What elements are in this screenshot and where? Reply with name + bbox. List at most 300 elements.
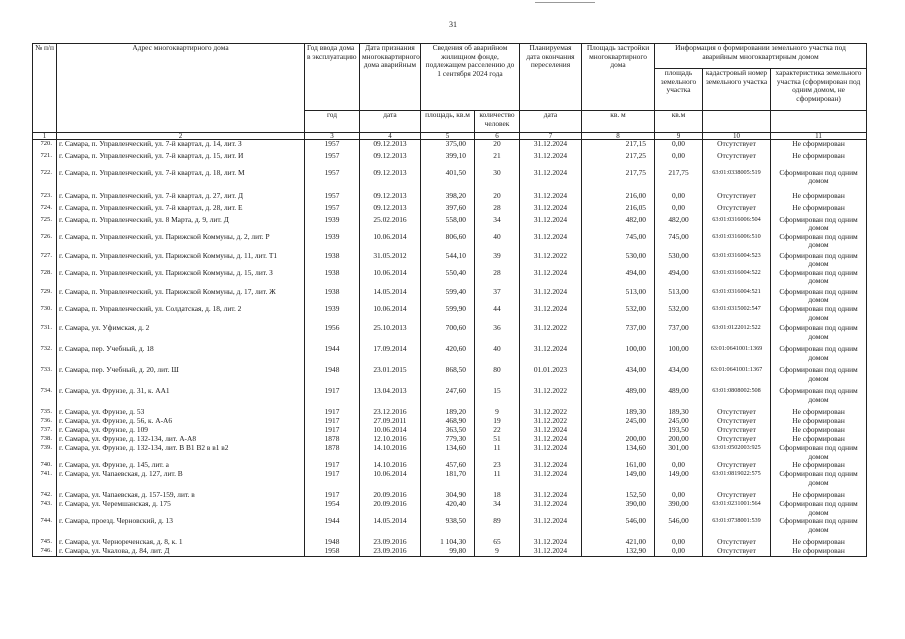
- row-land-area: 245,00: [655, 417, 703, 426]
- row-land-status: Сформирован под одним домом: [771, 269, 867, 288]
- row-number: 740.: [33, 461, 57, 470]
- row-cadastral: 63:01:0502003:925: [703, 444, 771, 461]
- row-people: 36: [475, 324, 520, 345]
- row-year: 1917: [305, 417, 360, 426]
- row-planned-date: 31.12.2024: [520, 204, 582, 216]
- row-area: 247,60: [421, 387, 475, 408]
- row-number: 742.: [33, 491, 57, 500]
- row-number: 723.: [33, 192, 57, 204]
- row-address: г. Самара, ул. Чернореченская, д. 8, к. 1: [57, 538, 305, 547]
- row-cadastral: Отсутствует: [703, 140, 771, 152]
- row-planned-date: 31.12.2024: [520, 269, 582, 288]
- table-row: [33, 140, 867, 152]
- row-year: 1944: [305, 345, 360, 366]
- table-row: [33, 500, 867, 517]
- row-year: 1944: [305, 517, 360, 538]
- table-row: [33, 169, 867, 192]
- row-land-status: Не сформирован: [771, 204, 867, 216]
- header-unit-sqm2: кв.м: [655, 111, 703, 133]
- row-land-area: 0,00: [655, 192, 703, 204]
- row-people: 28: [475, 204, 520, 216]
- row-building-area: 217,75: [582, 169, 655, 192]
- row-year: 1938: [305, 288, 360, 305]
- row-building-area: 513,00: [582, 288, 655, 305]
- row-date: 12.10.2016: [360, 435, 421, 444]
- row-land-area: 0,00: [655, 538, 703, 547]
- table-row: [33, 470, 867, 491]
- row-number: 739.: [33, 444, 57, 461]
- row-planned-date: 31.12.2024: [520, 192, 582, 204]
- row-address: г. Самара, п. Управленческий, ул. 7-й квартал, д. 28, лит. Е: [57, 204, 305, 216]
- row-date: 25.02.2016: [360, 216, 421, 233]
- table-row: [33, 216, 867, 233]
- row-number: 725.: [33, 216, 57, 233]
- header-unit-sqm: кв. м: [582, 111, 655, 133]
- row-land-status: Сформирован под одним домом: [771, 470, 867, 491]
- row-year: 1878: [305, 435, 360, 444]
- row-number: 727.: [33, 252, 57, 269]
- row-address: г. Самара, ул. Фрунзе, д. 53: [57, 408, 305, 417]
- row-planned-date: 31.12.2024: [520, 435, 582, 444]
- row-address: г. Самара, п. Управленческий, ул. Парижской Коммуны, д. 15, лит. З: [57, 269, 305, 288]
- col-num: 9: [655, 133, 703, 140]
- row-planned-date: 31.12.2024: [520, 305, 582, 324]
- row-cadastral: 63:01:0819022:575: [703, 470, 771, 491]
- row-address: г. Самара, ул. Черемшанская, д. 175: [57, 500, 305, 517]
- row-land-area: 301,00: [655, 444, 703, 461]
- table-row: [33, 417, 867, 426]
- row-planned-date: 31.12.2024: [520, 288, 582, 305]
- row-year: 1938: [305, 269, 360, 288]
- row-year: 1917: [305, 426, 360, 435]
- row-planned-date: 31.12.2024: [520, 491, 582, 500]
- row-area: 544,10: [421, 252, 475, 269]
- row-year: 1939: [305, 216, 360, 233]
- row-number: 720.: [33, 140, 57, 152]
- row-people: 44: [475, 305, 520, 324]
- table-body: [33, 140, 867, 557]
- row-cadastral: 63:01:0641001:1369: [703, 345, 771, 366]
- row-building-area: 546,00: [582, 517, 655, 538]
- row-land-area: 0,00: [655, 547, 703, 556]
- row-people: 51: [475, 435, 520, 444]
- table-row: [33, 517, 867, 538]
- row-year: 1954: [305, 500, 360, 517]
- header-unit-people: количество человек: [475, 111, 520, 133]
- row-date: 25.10.2013: [360, 324, 421, 345]
- row-cadastral: 63:01:0231001:564: [703, 500, 771, 517]
- row-year: 1956: [305, 324, 360, 345]
- row-area: 420,60: [421, 345, 475, 366]
- row-people: 11: [475, 470, 520, 491]
- row-address: г. Самара, п. Управленческий, ул. 7-й квартал, д. 27, лит. Д: [57, 192, 305, 204]
- header-date-emergency: Дата признания многоквартирного дома аварийным: [360, 44, 421, 111]
- row-date: 27.09.2011: [360, 417, 421, 426]
- row-number: 738.: [33, 435, 57, 444]
- row-year: 1957: [305, 169, 360, 192]
- header-cadastral: кадастровый номер земельного участка: [703, 69, 771, 111]
- row-planned-date: 31.12.2024: [520, 345, 582, 366]
- row-land-area: 489,00: [655, 387, 703, 408]
- row-people: 34: [475, 216, 520, 233]
- row-year: 1948: [305, 538, 360, 547]
- row-area: 181,70: [421, 470, 475, 491]
- row-cadastral: Отсутствует: [703, 192, 771, 204]
- row-people: 21: [475, 152, 520, 169]
- header-no: № п/п: [33, 44, 57, 133]
- table-row: [33, 547, 867, 556]
- row-number: 743.: [33, 500, 57, 517]
- row-land-status: Сформирован под одним домом: [771, 305, 867, 324]
- row-people: 11: [475, 444, 520, 461]
- row-date: 23.09.2016: [360, 538, 421, 547]
- row-building-area: 489,00: [582, 387, 655, 408]
- row-cadastral: Отсутствует: [703, 408, 771, 417]
- row-land-area: 513,00: [655, 288, 703, 305]
- row-date: 13.04.2013: [360, 387, 421, 408]
- row-cadastral: 63:01:0316006:504: [703, 216, 771, 233]
- row-year: 1939: [305, 233, 360, 252]
- row-address: г. Самара, ул. Чкалова, д. 84, лит. Д: [57, 547, 305, 556]
- row-land-status: Не сформирован: [771, 152, 867, 169]
- row-number: 745.: [33, 538, 57, 547]
- row-land-status: Сформирован под одним домом: [771, 517, 867, 538]
- row-people: 40: [475, 345, 520, 366]
- row-cadastral: 63:01:0738001:539: [703, 517, 771, 538]
- row-land-status: Сформирован под одним домом: [771, 169, 867, 192]
- table-row: [33, 324, 867, 345]
- row-land-status: Не сформирован: [771, 538, 867, 547]
- header-unit-date2: дата: [520, 111, 582, 133]
- row-building-area: 134,60: [582, 444, 655, 461]
- row-date: 09.12.2013: [360, 152, 421, 169]
- row-date: 14.05.2014: [360, 517, 421, 538]
- row-number: 735.: [33, 408, 57, 417]
- row-building-area: 434,00: [582, 366, 655, 387]
- col-num: 8: [582, 133, 655, 140]
- row-address: г. Самара, ул. Фрунзе, д. 132-134, лит. А-А8: [57, 435, 305, 444]
- row-area: 550,40: [421, 269, 475, 288]
- row-address: г. Самара, ул. Чапаевская, д. 157-159, лит. в: [57, 491, 305, 500]
- row-planned-date: 01.01.2023: [520, 366, 582, 387]
- col-num: 7: [520, 133, 582, 140]
- row-cadastral: 63:01:0641001:1367: [703, 366, 771, 387]
- row-building-area: 245,00: [582, 417, 655, 426]
- row-year: 1948: [305, 366, 360, 387]
- row-land-status: Сформирован под одним домом: [771, 233, 867, 252]
- row-date: 10.06.2014: [360, 233, 421, 252]
- row-number: 736.: [33, 417, 57, 426]
- row-cadastral: 63:01:0338005:519: [703, 169, 771, 192]
- row-number: 728.: [33, 269, 57, 288]
- row-land-area: 482,00: [655, 216, 703, 233]
- row-planned-date: 31.12.2024: [520, 538, 582, 547]
- row-address: г. Самара, ул. Фрунзе, д. 109: [57, 426, 305, 435]
- row-area: 599,90: [421, 305, 475, 324]
- header-land-area: площадь земельного участка: [655, 69, 703, 111]
- row-people: 80: [475, 366, 520, 387]
- table-row: [33, 444, 867, 461]
- row-land-status: Не сформирован: [771, 435, 867, 444]
- row-cadastral: Отсутствует: [703, 204, 771, 216]
- row-year: 1917: [305, 491, 360, 500]
- row-area: 375,00: [421, 140, 475, 152]
- row-land-area: 193,50: [655, 426, 703, 435]
- table-row: [33, 288, 867, 305]
- row-number: 731.: [33, 324, 57, 345]
- row-people: 18: [475, 491, 520, 500]
- row-address: г. Самара, пер. Учебный, д. 20, лит. Ш: [57, 366, 305, 387]
- row-planned-date: 31.12.2024: [520, 426, 582, 435]
- table-row: [33, 233, 867, 252]
- row-planned-date: 31.12.2024: [520, 152, 582, 169]
- col-num: 5: [421, 133, 475, 140]
- table-row: [33, 366, 867, 387]
- row-date: 20.09.2016: [360, 491, 421, 500]
- row-building-area: 532,00: [582, 305, 655, 324]
- row-date: 10.06.2014: [360, 426, 421, 435]
- row-people: 40: [475, 233, 520, 252]
- row-land-area: 494,00: [655, 269, 703, 288]
- row-area: 420,40: [421, 500, 475, 517]
- row-date: 23.12.2016: [360, 408, 421, 417]
- row-cadastral: Отсутствует: [703, 538, 771, 547]
- top-rule: [535, 2, 595, 3]
- row-people: 15: [475, 387, 520, 408]
- row-land-area: 100,00: [655, 345, 703, 366]
- row-building-area: 737,00: [582, 324, 655, 345]
- row-people: 39: [475, 252, 520, 269]
- row-land-status: Сформирован под одним домом: [771, 216, 867, 233]
- table-row: [33, 426, 867, 435]
- row-cadastral: Отсутствует: [703, 435, 771, 444]
- header-land-info: Информация о формировании земельного участка под аварийным многоквартирным домом: [655, 44, 867, 69]
- row-number: 721.: [33, 152, 57, 169]
- row-cadastral: Отсутствует: [703, 491, 771, 500]
- row-address: г. Самара, ул. Фрунзе, д. 31, к. АА1: [57, 387, 305, 408]
- row-land-status: Не сформирован: [771, 547, 867, 556]
- row-land-area: 530,00: [655, 252, 703, 269]
- row-planned-date: 31.12.2022: [520, 324, 582, 345]
- row-planned-date: 31.12.2024: [520, 233, 582, 252]
- row-area: 397,60: [421, 204, 475, 216]
- row-area: 599,40: [421, 288, 475, 305]
- row-date: 14.05.2014: [360, 288, 421, 305]
- row-building-area: 482,00: [582, 216, 655, 233]
- row-number: 744.: [33, 517, 57, 538]
- row-cadastral: Отсутствует: [703, 461, 771, 470]
- row-address: г. Самара, п. Управленческий, ул. 8 Марта, д. 9, лит. Д: [57, 216, 305, 233]
- row-building-area: 100,00: [582, 345, 655, 366]
- row-land-status: Сформирован под одним домом: [771, 500, 867, 517]
- row-land-area: 390,00: [655, 500, 703, 517]
- row-land-status: Не сформирован: [771, 417, 867, 426]
- row-area: 779,30: [421, 435, 475, 444]
- row-building-area: 149,00: [582, 470, 655, 491]
- row-area: 398,20: [421, 192, 475, 204]
- row-number: 726.: [33, 233, 57, 252]
- row-year: 1957: [305, 140, 360, 152]
- header-planned-date: Планируемая дата окончания переселения: [520, 44, 582, 111]
- row-year: 1958: [305, 547, 360, 556]
- row-planned-date: 31.12.2024: [520, 169, 582, 192]
- table-row: [33, 269, 867, 288]
- row-number: 722.: [33, 169, 57, 192]
- col-num: 1: [33, 133, 57, 140]
- header-unit-date: дата: [360, 111, 421, 133]
- row-building-area: [582, 426, 655, 435]
- row-address: г. Самара, п. Управленческий, ул. Парижской Коммуны, д. 2, лит. Р: [57, 233, 305, 252]
- row-date: 20.09.2016: [360, 500, 421, 517]
- row-date: 10.06.2014: [360, 305, 421, 324]
- row-land-area: 217,75: [655, 169, 703, 192]
- row-area: 468,90: [421, 417, 475, 426]
- table-row: [33, 345, 867, 366]
- row-planned-date: 31.12.2022: [520, 417, 582, 426]
- row-cadastral: Отсутствует: [703, 426, 771, 435]
- row-area: 363,50: [421, 426, 475, 435]
- col-num: 6: [475, 133, 520, 140]
- row-land-area: 0,00: [655, 204, 703, 216]
- row-people: 19: [475, 417, 520, 426]
- row-number: 729.: [33, 288, 57, 305]
- row-planned-date: 31.12.2024: [520, 547, 582, 556]
- header-unit-year: год: [305, 111, 360, 133]
- col-num: 4: [360, 133, 421, 140]
- row-building-area: 216,00: [582, 192, 655, 204]
- row-year: 1878: [305, 444, 360, 461]
- row-building-area: 200,00: [582, 435, 655, 444]
- row-area: 868,50: [421, 366, 475, 387]
- row-building-area: 132,90: [582, 547, 655, 556]
- row-people: 23: [475, 461, 520, 470]
- row-cadastral: 63:01:0316004:523: [703, 252, 771, 269]
- row-land-area: 200,00: [655, 435, 703, 444]
- row-address: г. Самара, ул. Фрунзе, д. 132-134, лит. В В1 В2 в в1 в2: [57, 444, 305, 461]
- col-num: 2: [57, 133, 305, 140]
- row-planned-date: 31.12.2024: [520, 470, 582, 491]
- row-date: 17.09.2014: [360, 345, 421, 366]
- row-land-status: Не сформирован: [771, 426, 867, 435]
- row-address: г. Самара, п. Управленческий, ул. Парижской Коммуны, д. 17, лит. Ж: [57, 288, 305, 305]
- col-num: 11: [771, 133, 867, 140]
- row-area: 399,10: [421, 152, 475, 169]
- table-row: [33, 461, 867, 470]
- row-year: 1938: [305, 252, 360, 269]
- row-planned-date: 31.12.2024: [520, 444, 582, 461]
- col-num: 10: [703, 133, 771, 140]
- table-row: [33, 152, 867, 169]
- row-cadastral: 63:01:0316006:510: [703, 233, 771, 252]
- row-people: 20: [475, 140, 520, 152]
- row-area: 401,50: [421, 169, 475, 192]
- row-year: 1917: [305, 461, 360, 470]
- header-address: Адрес многоквартирного дома: [57, 44, 305, 133]
- row-number: 733.: [33, 366, 57, 387]
- row-building-area: 189,30: [582, 408, 655, 417]
- row-land-status: Сформирован под одним домом: [771, 288, 867, 305]
- row-people: 89: [475, 517, 520, 538]
- row-cadastral: 63:01:0808002:508: [703, 387, 771, 408]
- row-people: 9: [475, 547, 520, 556]
- row-people: 30: [475, 169, 520, 192]
- row-land-area: 0,00: [655, 461, 703, 470]
- row-year: 1957: [305, 204, 360, 216]
- row-planned-date: 31.12.2022: [520, 387, 582, 408]
- row-building-area: 390,00: [582, 500, 655, 517]
- row-area: 304,90: [421, 491, 475, 500]
- row-building-area: 161,00: [582, 461, 655, 470]
- table-row: [33, 538, 867, 547]
- row-people: 37: [475, 288, 520, 305]
- row-address: г. Самара, пер. Учебный, д. 18: [57, 345, 305, 366]
- row-cadastral: 63:01:0316004:522: [703, 269, 771, 288]
- row-year: 1957: [305, 192, 360, 204]
- row-date: 23.09.2016: [360, 547, 421, 556]
- row-people: 65: [475, 538, 520, 547]
- row-planned-date: 31.12.2022: [520, 252, 582, 269]
- header-emergency-info: Сведения об аварийном жилищном фонде, подлежащем расселению до 1 сентября 2024 года: [421, 44, 520, 111]
- row-land-area: 0,00: [655, 140, 703, 152]
- row-land-status: Не сформирован: [771, 408, 867, 417]
- row-date: 09.12.2013: [360, 204, 421, 216]
- row-cadastral: Отсутствует: [703, 152, 771, 169]
- table-row: [33, 491, 867, 500]
- row-date: 09.12.2013: [360, 140, 421, 152]
- row-number: 734.: [33, 387, 57, 408]
- row-planned-date: 31.12.2024: [520, 461, 582, 470]
- row-land-area: 532,00: [655, 305, 703, 324]
- row-land-area: 0,00: [655, 491, 703, 500]
- col-num: 3: [305, 133, 360, 140]
- row-year: 1939: [305, 305, 360, 324]
- row-cadastral: Отсутствует: [703, 547, 771, 556]
- row-date: 14.10.2016: [360, 444, 421, 461]
- row-area: 189,20: [421, 408, 475, 417]
- table-row: [33, 305, 867, 324]
- row-people: 22: [475, 426, 520, 435]
- row-date: 09.12.2013: [360, 192, 421, 204]
- row-planned-date: 31.12.2024: [520, 500, 582, 517]
- page-number: 31: [449, 20, 457, 29]
- row-land-status: Не сформирован: [771, 140, 867, 152]
- row-land-area: 546,00: [655, 517, 703, 538]
- row-land-area: 0,00: [655, 152, 703, 169]
- row-planned-date: 31.12.2024: [520, 517, 582, 538]
- row-land-area: 737,00: [655, 324, 703, 345]
- table-row: [33, 192, 867, 204]
- row-people: 34: [475, 500, 520, 517]
- row-number: 730.: [33, 305, 57, 324]
- row-building-area: 745,00: [582, 233, 655, 252]
- table-row: [33, 252, 867, 269]
- row-address: г. Самара, ул. Фрунзе, д. 145, лит. а: [57, 461, 305, 470]
- header-building-area: Площадь застройки многоквартирного дома: [582, 44, 655, 111]
- row-address: г. Самара, ул. Фрунзе, д. 56, к. А-А6: [57, 417, 305, 426]
- row-area: 938,50: [421, 517, 475, 538]
- table-row: [33, 435, 867, 444]
- row-area: 1 104,30: [421, 538, 475, 547]
- row-address: г. Самара, п. Управленческий, ул. 7-й квартал, д. 14, лит. З: [57, 140, 305, 152]
- row-address: г. Самара, п. Управленческий, ул. 7-й квартал, д. 15, лит. И: [57, 152, 305, 169]
- row-building-area: 421,00: [582, 538, 655, 547]
- row-area: 134,60: [421, 444, 475, 461]
- table-row: [33, 408, 867, 417]
- row-land-status: Не сформирован: [771, 491, 867, 500]
- row-planned-date: 31.12.2022: [520, 408, 582, 417]
- row-year: 1917: [305, 470, 360, 491]
- row-planned-date: 31.12.2024: [520, 140, 582, 152]
